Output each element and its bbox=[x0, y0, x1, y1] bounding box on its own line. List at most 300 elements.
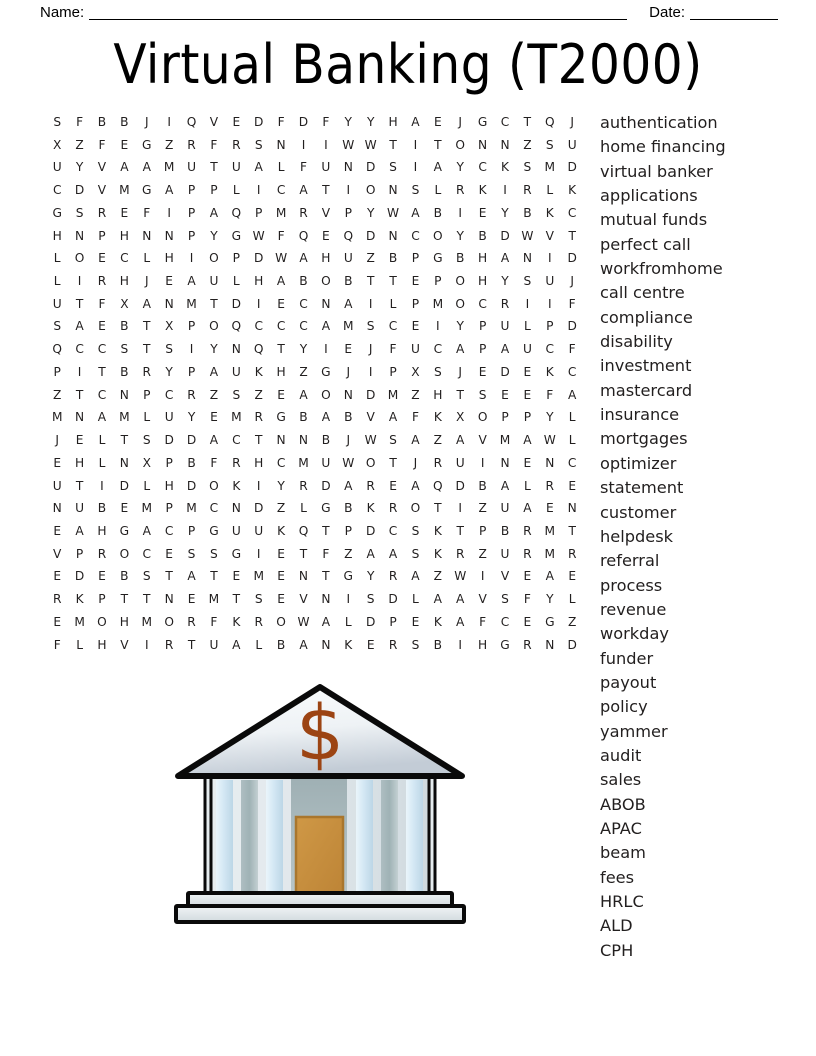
grid-cell[interactable]: A bbox=[254, 160, 263, 175]
grid-cell[interactable]: M bbox=[343, 319, 354, 334]
grid-cell[interactable]: O bbox=[97, 614, 107, 629]
grid-cell[interactable]: U bbox=[500, 501, 510, 516]
grid-cell[interactable]: F bbox=[76, 115, 84, 129]
grid-cell[interactable]: I bbox=[167, 205, 171, 220]
grid-cell[interactable]: P bbox=[255, 205, 263, 220]
grid-cell[interactable]: A bbox=[388, 546, 398, 561]
grid-cell[interactable]: P bbox=[232, 251, 240, 266]
grid-cell[interactable]: V bbox=[120, 637, 129, 652]
grid-cell[interactable]: Z bbox=[53, 387, 62, 402]
grid-cell[interactable]: I bbox=[346, 592, 351, 607]
grid-cell[interactable]: A bbox=[411, 205, 420, 220]
word-list-item[interactable]: statement bbox=[600, 478, 684, 498]
grid-cell[interactable]: T bbox=[75, 387, 84, 402]
grid-cell[interactable]: M bbox=[432, 296, 444, 311]
grid-cell[interactable]: Y bbox=[277, 478, 285, 493]
grid-cell[interactable]: C bbox=[120, 251, 129, 266]
grid-cell[interactable]: N bbox=[231, 342, 241, 357]
grid-cell[interactable]: T bbox=[165, 569, 173, 584]
grid-cell[interactable]: T bbox=[366, 274, 375, 289]
grid-cell[interactable]: E bbox=[187, 592, 196, 607]
grid-cell[interactable]: P bbox=[501, 410, 509, 425]
grid-cell[interactable]: M bbox=[141, 614, 153, 629]
grid-cell[interactable]: V bbox=[545, 228, 554, 243]
grid-cell[interactable]: T bbox=[232, 592, 241, 607]
grid-cell[interactable]: O bbox=[321, 387, 331, 402]
grid-cell[interactable]: D bbox=[365, 160, 376, 175]
word-list-item[interactable]: revenue bbox=[600, 599, 667, 619]
grid-cell[interactable]: Y bbox=[501, 205, 509, 220]
grid-cell[interactable]: R bbox=[500, 296, 510, 311]
grid-cell[interactable]: C bbox=[478, 296, 487, 311]
grid-cell[interactable]: P bbox=[478, 342, 487, 357]
date-write-in-line[interactable] bbox=[690, 6, 778, 20]
grid-cell[interactable]: R bbox=[523, 546, 532, 561]
grid-cell[interactable]: A bbox=[164, 183, 174, 198]
grid-cell[interactable]: H bbox=[388, 115, 398, 129]
grid-cell[interactable]: J bbox=[346, 433, 351, 448]
grid-cell[interactable]: R bbox=[164, 637, 174, 652]
grid-cell[interactable]: L bbox=[53, 251, 61, 266]
word-list-item[interactable]: payout bbox=[600, 672, 657, 692]
grid-cell[interactable]: U bbox=[209, 637, 219, 652]
grid-cell[interactable]: E bbox=[523, 569, 532, 584]
grid-cell[interactable]: S bbox=[523, 160, 532, 175]
grid-cell[interactable]: M bbox=[186, 501, 197, 516]
grid-cell[interactable]: E bbox=[411, 274, 420, 289]
grid-cell[interactable]: P bbox=[98, 592, 106, 607]
word-list-item[interactable]: mutual funds bbox=[600, 210, 708, 230]
grid-cell[interactable]: S bbox=[120, 342, 129, 357]
grid-cell[interactable]: C bbox=[276, 183, 286, 198]
word-list-item[interactable]: fees bbox=[600, 867, 635, 887]
grid-cell[interactable]: F bbox=[210, 137, 218, 152]
grid-cell[interactable]: H bbox=[478, 251, 488, 266]
grid-cell[interactable]: Y bbox=[456, 228, 464, 243]
grid-cell[interactable]: T bbox=[75, 296, 84, 311]
grid-cell[interactable]: D bbox=[365, 228, 376, 243]
grid-cell[interactable]: Z bbox=[478, 501, 487, 516]
grid-cell[interactable]: U bbox=[209, 274, 219, 289]
grid-cell[interactable]: C bbox=[500, 115, 510, 129]
grid-cell[interactable]: P bbox=[389, 614, 397, 629]
grid-cell[interactable]: P bbox=[75, 546, 84, 561]
grid-cell[interactable]: R bbox=[433, 455, 443, 470]
grid-cell[interactable]: T bbox=[120, 592, 129, 607]
grid-cell[interactable]: D bbox=[186, 433, 197, 448]
grid-cell[interactable]: E bbox=[344, 342, 353, 357]
grid-cell[interactable]: S bbox=[411, 523, 420, 538]
grid-cell[interactable]: O bbox=[209, 319, 219, 334]
grid-cell[interactable]: P bbox=[434, 274, 442, 289]
grid-cell[interactable]: P bbox=[389, 364, 397, 379]
grid-cell[interactable]: F bbox=[411, 410, 419, 425]
grid-cell[interactable]: W bbox=[543, 433, 556, 448]
grid-cell[interactable]: B bbox=[433, 637, 443, 652]
word-list-item[interactable]: ABOB bbox=[600, 794, 646, 814]
grid-cell[interactable]: S bbox=[389, 433, 397, 448]
grid-cell[interactable]: T bbox=[456, 387, 464, 402]
grid-cell[interactable]: A bbox=[523, 433, 532, 448]
grid-cell[interactable]: G bbox=[545, 614, 555, 629]
word-list-item[interactable]: authentication bbox=[600, 113, 718, 132]
grid-cell[interactable]: R bbox=[187, 387, 196, 402]
grid-cell[interactable]: Y bbox=[546, 410, 554, 425]
grid-cell[interactable]: U bbox=[75, 501, 85, 516]
grid-cell[interactable]: D bbox=[74, 569, 85, 584]
grid-cell[interactable]: H bbox=[119, 614, 129, 629]
grid-cell[interactable]: H bbox=[119, 228, 129, 243]
grid-cell[interactable]: K bbox=[433, 523, 442, 538]
grid-cell[interactable]: D bbox=[254, 251, 264, 266]
grid-cell[interactable]: Y bbox=[546, 592, 554, 607]
grid-cell[interactable]: A bbox=[209, 433, 219, 448]
grid-cell[interactable]: N bbox=[164, 592, 174, 607]
grid-cell[interactable]: F bbox=[98, 137, 106, 152]
grid-cell[interactable]: N bbox=[478, 137, 488, 152]
grid-cell[interactable]: U bbox=[410, 342, 420, 357]
grid-cell[interactable]: K bbox=[545, 205, 554, 220]
word-list-item[interactable]: beam bbox=[600, 843, 646, 863]
grid-cell[interactable]: B bbox=[478, 228, 487, 243]
grid-cell[interactable]: I bbox=[436, 319, 440, 334]
grid-cell[interactable]: E bbox=[389, 478, 397, 493]
word-list-item[interactable]: yammer bbox=[600, 721, 668, 741]
grid-cell[interactable]: F bbox=[322, 546, 330, 561]
grid-cell[interactable]: E bbox=[165, 546, 173, 561]
grid-cell[interactable]: P bbox=[165, 455, 173, 470]
grid-cell[interactable]: I bbox=[480, 455, 485, 470]
grid-cell[interactable]: E bbox=[53, 569, 62, 584]
grid-cell[interactable]: M bbox=[119, 410, 130, 425]
grid-cell[interactable]: A bbox=[500, 342, 510, 357]
grid-cell[interactable]: T bbox=[187, 637, 196, 652]
grid-cell[interactable]: B bbox=[500, 523, 510, 538]
grid-cell[interactable]: O bbox=[365, 183, 376, 198]
grid-cell[interactable]: J bbox=[570, 274, 574, 289]
grid-cell[interactable]: R bbox=[388, 501, 398, 516]
grid-cell[interactable]: F bbox=[210, 455, 218, 470]
grid-cell[interactable]: O bbox=[365, 455, 376, 470]
word-list-item[interactable]: investment bbox=[600, 356, 692, 376]
grid-cell[interactable]: E bbox=[98, 319, 106, 334]
grid-cell[interactable]: A bbox=[500, 478, 510, 493]
grid-cell[interactable]: Y bbox=[210, 342, 218, 357]
grid-cell[interactable]: F bbox=[568, 342, 576, 357]
grid-cell[interactable]: S bbox=[523, 274, 532, 289]
grid-cell[interactable]: A bbox=[142, 523, 151, 538]
grid-cell[interactable]: H bbox=[119, 274, 129, 289]
grid-cell[interactable]: A bbox=[344, 478, 353, 493]
grid-cell[interactable]: S bbox=[142, 569, 151, 584]
grid-cell[interactable]: I bbox=[301, 137, 306, 152]
grid-cell[interactable]: C bbox=[97, 387, 107, 402]
grid-cell[interactable]: T bbox=[143, 319, 151, 334]
grid-cell[interactable]: Q bbox=[231, 319, 242, 334]
grid-cell[interactable]: U bbox=[343, 251, 353, 266]
word-list-item[interactable]: customer bbox=[600, 502, 677, 522]
grid-cell[interactable]: U bbox=[567, 137, 577, 152]
grid-cell[interactable]: R bbox=[299, 205, 308, 220]
grid-cell[interactable]: Z bbox=[344, 546, 353, 561]
grid-cell[interactable]: J bbox=[346, 364, 351, 379]
grid-cell[interactable]: E bbox=[120, 137, 129, 152]
grid-cell[interactable]: S bbox=[254, 592, 263, 607]
grid-cell[interactable]: C bbox=[299, 296, 308, 311]
grid-cell[interactable]: S bbox=[142, 433, 151, 448]
grid-cell[interactable]: O bbox=[455, 137, 466, 152]
grid-cell[interactable]: P bbox=[478, 319, 487, 334]
grid-cell[interactable]: S bbox=[411, 546, 420, 561]
grid-cell[interactable]: E bbox=[53, 614, 62, 629]
grid-cell[interactable]: B bbox=[433, 205, 443, 220]
grid-cell[interactable]: H bbox=[433, 387, 443, 402]
grid-cell[interactable]: U bbox=[52, 478, 62, 493]
grid-cell[interactable]: A bbox=[456, 342, 465, 357]
grid-cell[interactable]: M bbox=[544, 160, 556, 175]
grid-cell[interactable]: A bbox=[299, 637, 308, 652]
grid-cell[interactable]: G bbox=[231, 228, 242, 243]
grid-cell[interactable]: R bbox=[52, 592, 62, 607]
grid-cell[interactable]: A bbox=[456, 614, 465, 629]
grid-cell[interactable]: F bbox=[53, 637, 61, 652]
grid-cell[interactable]: E bbox=[210, 410, 218, 425]
grid-cell[interactable]: K bbox=[344, 637, 353, 652]
grid-cell[interactable]: I bbox=[525, 296, 530, 311]
grid-cell[interactable]: X bbox=[120, 296, 129, 311]
grid-cell[interactable]: V bbox=[97, 183, 107, 198]
grid-cell[interactable]: D bbox=[365, 523, 376, 538]
grid-cell[interactable]: Z bbox=[411, 387, 420, 402]
grid-cell[interactable]: A bbox=[321, 319, 331, 334]
grid-cell[interactable]: E bbox=[120, 205, 129, 220]
grid-cell[interactable]: E bbox=[366, 637, 375, 652]
grid-cell[interactable]: R bbox=[232, 455, 241, 470]
grid-cell[interactable]: B bbox=[97, 115, 107, 129]
grid-cell[interactable]: A bbox=[209, 205, 219, 220]
word-list-item[interactable]: ALD bbox=[600, 916, 633, 936]
grid-cell[interactable]: L bbox=[98, 455, 106, 470]
grid-cell[interactable]: A bbox=[388, 410, 398, 425]
grid-cell[interactable]: P bbox=[165, 501, 173, 516]
grid-cell[interactable]: S bbox=[210, 546, 218, 561]
grid-cell[interactable]: R bbox=[366, 478, 375, 493]
grid-cell[interactable]: T bbox=[568, 523, 576, 538]
grid-cell[interactable]: S bbox=[366, 592, 375, 607]
grid-cell[interactable]: F bbox=[299, 160, 307, 175]
grid-cell[interactable]: M bbox=[186, 296, 197, 311]
grid-cell[interactable]: W bbox=[342, 455, 355, 470]
grid-cell[interactable]: O bbox=[477, 410, 488, 425]
grid-cell[interactable]: L bbox=[232, 274, 240, 289]
grid-cell[interactable]: O bbox=[410, 501, 421, 516]
grid-cell[interactable]: T bbox=[434, 137, 442, 152]
grid-cell[interactable]: Y bbox=[210, 228, 218, 243]
grid-cell[interactable]: W bbox=[297, 614, 310, 629]
grid-cell[interactable]: D bbox=[119, 478, 130, 493]
grid-cell[interactable]: N bbox=[343, 160, 353, 175]
grid-cell[interactable]: A bbox=[276, 274, 286, 289]
grid-cell[interactable]: P bbox=[187, 205, 196, 220]
grid-cell[interactable]: W bbox=[252, 228, 265, 243]
grid-cell[interactable]: H bbox=[276, 364, 286, 379]
grid-cell[interactable]: I bbox=[256, 296, 261, 311]
grid-cell[interactable]: N bbox=[388, 183, 398, 198]
grid-cell[interactable]: I bbox=[256, 478, 261, 493]
grid-cell[interactable]: P bbox=[344, 523, 352, 538]
grid-cell[interactable]: R bbox=[523, 183, 532, 198]
grid-cell[interactable]: R bbox=[187, 137, 196, 152]
grid-cell[interactable]: T bbox=[434, 501, 442, 516]
grid-cell[interactable]: A bbox=[568, 387, 577, 402]
grid-cell[interactable]: B bbox=[120, 569, 129, 584]
grid-cell[interactable]: I bbox=[413, 137, 418, 152]
grid-cell[interactable]: R bbox=[142, 364, 151, 379]
grid-cell[interactable]: L bbox=[76, 637, 83, 652]
grid-cell[interactable]: R bbox=[455, 183, 465, 198]
grid-cell[interactable]: I bbox=[324, 342, 328, 357]
grid-cell[interactable]: W bbox=[342, 137, 355, 152]
grid-cell[interactable]: D bbox=[500, 364, 510, 379]
grid-cell[interactable]: H bbox=[254, 455, 264, 470]
grid-cell[interactable]: W bbox=[275, 251, 288, 266]
grid-cell[interactable]: Y bbox=[165, 364, 173, 379]
grid-cell[interactable]: M bbox=[74, 614, 85, 629]
grid-cell[interactable]: G bbox=[142, 183, 152, 198]
grid-cell[interactable]: C bbox=[411, 228, 420, 243]
grid-cell[interactable]: C bbox=[142, 546, 152, 561]
grid-cell[interactable]: S bbox=[366, 319, 375, 334]
grid-cell[interactable]: D bbox=[567, 637, 577, 652]
grid-cell[interactable]: A bbox=[299, 251, 308, 266]
grid-cell[interactable]: H bbox=[321, 251, 331, 266]
word-list-item[interactable]: process bbox=[600, 575, 663, 595]
word-list-item[interactable]: optimizer bbox=[600, 453, 677, 473]
grid-cell[interactable]: Z bbox=[276, 501, 286, 516]
grid-cell[interactable]: P bbox=[187, 319, 196, 334]
grid-cell[interactable]: E bbox=[568, 569, 577, 584]
grid-cell[interactable]: U bbox=[231, 523, 241, 538]
grid-cell[interactable]: X bbox=[411, 364, 420, 379]
grid-cell[interactable]: X bbox=[53, 137, 62, 152]
grid-cell[interactable]: U bbox=[500, 319, 510, 334]
grid-cell[interactable]: F bbox=[523, 592, 531, 607]
grid-cell[interactable]: D bbox=[164, 433, 174, 448]
grid-cell[interactable]: S bbox=[389, 160, 397, 175]
grid-cell[interactable]: P bbox=[546, 319, 554, 334]
grid-cell[interactable]: Y bbox=[456, 319, 464, 334]
grid-cell[interactable]: G bbox=[477, 115, 488, 129]
grid-cell[interactable]: M bbox=[51, 410, 63, 425]
grid-cell[interactable]: E bbox=[75, 433, 84, 448]
grid-cell[interactable]: N bbox=[545, 455, 555, 470]
grid-cell[interactable]: A bbox=[187, 274, 196, 289]
grid-cell[interactable]: K bbox=[433, 614, 442, 629]
word-list-item[interactable]: mastercard bbox=[600, 380, 693, 400]
grid-cell[interactable]: S bbox=[254, 137, 263, 152]
grid-cell[interactable]: F bbox=[568, 296, 576, 311]
grid-cell[interactable]: U bbox=[254, 523, 264, 538]
grid-cell[interactable]: S bbox=[433, 364, 442, 379]
grid-cell[interactable]: T bbox=[523, 115, 532, 129]
grid-cell[interactable]: T bbox=[299, 546, 308, 561]
grid-cell[interactable]: F bbox=[210, 614, 218, 629]
grid-cell[interactable]: E bbox=[523, 455, 532, 470]
grid-cell[interactable]: Y bbox=[344, 115, 352, 129]
grid-cell[interactable]: D bbox=[231, 296, 242, 311]
grid-cell[interactable]: E bbox=[545, 501, 554, 516]
grid-cell[interactable]: J bbox=[458, 115, 463, 129]
grid-cell[interactable]: L bbox=[143, 410, 151, 425]
grid-cell[interactable]: I bbox=[324, 137, 328, 152]
grid-cell[interactable]: L bbox=[277, 160, 285, 175]
grid-cell[interactable]: L bbox=[546, 183, 554, 198]
grid-cell[interactable]: L bbox=[524, 478, 531, 493]
grid-cell[interactable]: U bbox=[522, 342, 532, 357]
grid-cell[interactable]: L bbox=[300, 501, 307, 516]
grid-cell[interactable]: H bbox=[478, 637, 488, 652]
grid-cell[interactable]: G bbox=[231, 546, 242, 561]
grid-cell[interactable]: M bbox=[119, 183, 130, 198]
grid-cell[interactable]: H bbox=[97, 637, 107, 652]
grid-cell[interactable]: N bbox=[388, 228, 398, 243]
word-list-item[interactable]: mortgages bbox=[600, 429, 688, 449]
grid-cell[interactable]: N bbox=[119, 455, 129, 470]
grid-cell[interactable]: L bbox=[143, 251, 151, 266]
grid-cell[interactable]: U bbox=[52, 160, 62, 175]
grid-cell[interactable]: C bbox=[232, 433, 241, 448]
grid-cell[interactable]: I bbox=[458, 205, 463, 220]
grid-cell[interactable]: S bbox=[53, 115, 62, 129]
grid-cell[interactable]: V bbox=[478, 433, 487, 448]
grid-cell[interactable]: Y bbox=[366, 569, 375, 584]
grid-cell[interactable]: C bbox=[276, 319, 286, 334]
grid-cell[interactable]: D bbox=[567, 319, 577, 334]
grid-cell[interactable]: B bbox=[299, 274, 308, 289]
grid-cell[interactable]: P bbox=[411, 296, 420, 311]
grid-cell[interactable]: C bbox=[75, 342, 84, 357]
grid-cell[interactable]: B bbox=[344, 410, 353, 425]
grid-cell[interactable]: A bbox=[232, 637, 241, 652]
word-list-item[interactable]: helpdesk bbox=[600, 526, 674, 546]
grid-cell[interactable]: I bbox=[256, 183, 261, 198]
grid-cell[interactable]: T bbox=[75, 478, 84, 493]
grid-cell[interactable]: N bbox=[231, 501, 241, 516]
grid-cell[interactable]: I bbox=[256, 546, 261, 561]
grid-cell[interactable]: P bbox=[143, 387, 151, 402]
grid-cell[interactable]: F bbox=[277, 228, 285, 243]
grid-cell[interactable]: A bbox=[187, 569, 196, 584]
grid-cell[interactable]: N bbox=[142, 228, 152, 243]
grid-cell[interactable]: P bbox=[478, 523, 487, 538]
grid-cell[interactable]: B bbox=[299, 410, 308, 425]
grid-cell[interactable]: Q bbox=[544, 115, 555, 129]
grid-cell[interactable]: E bbox=[433, 115, 442, 129]
grid-cell[interactable]: G bbox=[343, 569, 353, 584]
grid-cell[interactable]: A bbox=[75, 319, 84, 334]
grid-cell[interactable]: A bbox=[366, 546, 375, 561]
grid-cell[interactable]: C bbox=[567, 205, 577, 220]
grid-cell[interactable]: A bbox=[411, 433, 420, 448]
grid-cell[interactable]: E bbox=[568, 478, 577, 493]
grid-cell[interactable]: U bbox=[455, 455, 465, 470]
grid-cell[interactable]: Z bbox=[299, 364, 308, 379]
grid-cell[interactable]: I bbox=[77, 364, 82, 379]
grid-cell[interactable]: A bbox=[142, 160, 151, 175]
grid-cell[interactable]: L bbox=[524, 319, 531, 334]
grid-cell[interactable]: W bbox=[387, 205, 400, 220]
grid-cell[interactable]: Z bbox=[523, 137, 532, 152]
